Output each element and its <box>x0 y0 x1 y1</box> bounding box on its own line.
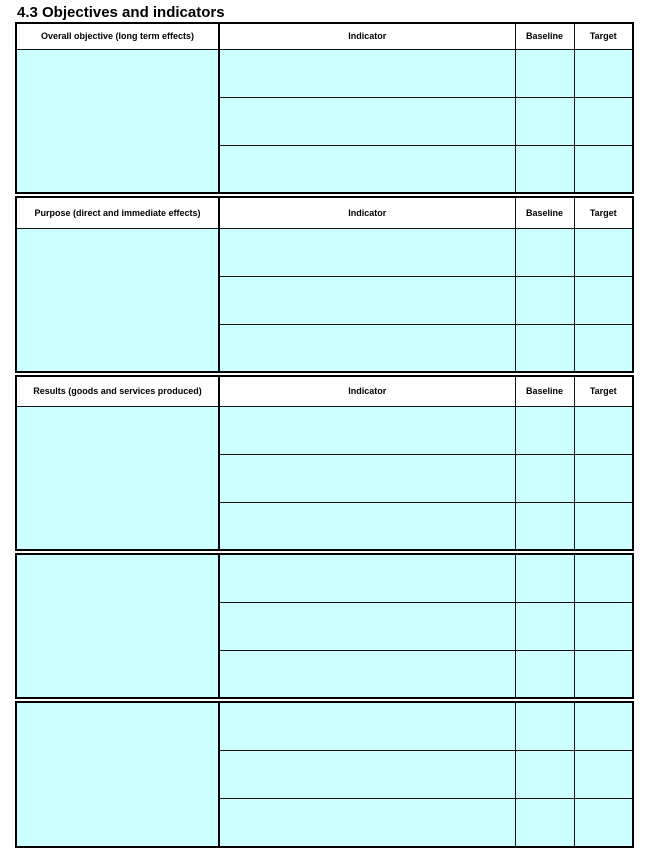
baseline-input-cell[interactable] <box>515 454 574 502</box>
result-input-cell[interactable] <box>16 554 219 698</box>
target-input-cell[interactable] <box>574 276 633 324</box>
table-row <box>16 406 633 454</box>
baseline-input-cell[interactable] <box>515 798 574 847</box>
result-input-cell[interactable] <box>16 702 219 847</box>
overall-objective-header: Overall objective (long term effects) <box>16 23 219 49</box>
baseline-input-cell[interactable] <box>515 97 574 145</box>
indicator-input-cell[interactable] <box>219 145 515 193</box>
target-input-cell[interactable] <box>574 145 633 193</box>
target-input-cell[interactable] <box>574 650 633 698</box>
target-header: Target <box>574 376 633 406</box>
indicator-header: Indicator <box>219 197 515 228</box>
indicator-input-cell[interactable] <box>219 702 515 750</box>
results-input-cell[interactable] <box>16 406 219 550</box>
indicator-input-cell[interactable] <box>219 406 515 454</box>
additional-result-table-2 <box>15 701 634 848</box>
baseline-input-cell[interactable] <box>515 502 574 550</box>
overall-objective-table <box>15 22 634 194</box>
results-table <box>15 375 634 551</box>
indicator-input-cell[interactable] <box>219 502 515 550</box>
purpose-header: Purpose (direct and immediate effects) <box>16 197 219 228</box>
results-header: Results (goods and services produced) <box>16 376 219 406</box>
indicator-input-cell[interactable] <box>219 228 515 276</box>
table-row <box>16 554 633 602</box>
indicator-input-cell[interactable] <box>219 97 515 145</box>
target-input-cell[interactable] <box>574 502 633 550</box>
baseline-input-cell[interactable] <box>515 554 574 602</box>
baseline-input-cell[interactable] <box>515 324 574 372</box>
baseline-input-cell[interactable] <box>515 650 574 698</box>
target-input-cell[interactable] <box>574 750 633 798</box>
indicator-input-cell[interactable] <box>219 324 515 372</box>
overall-objective-input-cell[interactable] <box>16 49 219 193</box>
indicator-header: Indicator <box>219 23 515 49</box>
indicator-input-cell[interactable] <box>219 49 515 97</box>
purpose-table <box>15 196 634 373</box>
indicator-input-cell[interactable] <box>219 602 515 650</box>
table-row <box>16 49 633 97</box>
baseline-input-cell[interactable] <box>515 276 574 324</box>
baseline-header: Baseline <box>515 376 574 406</box>
target-input-cell[interactable] <box>574 702 633 750</box>
baseline-input-cell[interactable] <box>515 602 574 650</box>
indicator-input-cell[interactable] <box>219 276 515 324</box>
baseline-input-cell[interactable] <box>515 702 574 750</box>
target-input-cell[interactable] <box>574 454 633 502</box>
indicator-header: Indicator <box>219 376 515 406</box>
target-input-cell[interactable] <box>574 324 633 372</box>
target-input-cell[interactable] <box>574 228 633 276</box>
baseline-input-cell[interactable] <box>515 750 574 798</box>
target-input-cell[interactable] <box>574 49 633 97</box>
indicator-input-cell[interactable] <box>219 650 515 698</box>
baseline-input-cell[interactable] <box>515 228 574 276</box>
header-row <box>16 23 633 49</box>
baseline-input-cell[interactable] <box>515 406 574 454</box>
target-header: Target <box>574 197 633 228</box>
target-input-cell[interactable] <box>574 97 633 145</box>
baseline-input-cell[interactable] <box>515 49 574 97</box>
baseline-input-cell[interactable] <box>515 145 574 193</box>
header-row <box>16 376 633 406</box>
table-row <box>16 228 633 276</box>
indicator-input-cell[interactable] <box>219 454 515 502</box>
purpose-input-cell[interactable] <box>16 228 219 372</box>
target-input-cell[interactable] <box>574 798 633 847</box>
baseline-header: Baseline <box>515 23 574 49</box>
table-row <box>16 702 633 750</box>
section-title: 4.3 Objectives and indicators <box>17 4 225 21</box>
target-input-cell[interactable] <box>574 602 633 650</box>
indicator-input-cell[interactable] <box>219 798 515 847</box>
header-row <box>16 197 633 228</box>
target-input-cell[interactable] <box>574 554 633 602</box>
indicator-input-cell[interactable] <box>219 750 515 798</box>
additional-result-table-1 <box>15 553 634 699</box>
indicator-input-cell[interactable] <box>219 554 515 602</box>
target-header: Target <box>574 23 633 49</box>
baseline-header: Baseline <box>515 197 574 228</box>
target-input-cell[interactable] <box>574 406 633 454</box>
